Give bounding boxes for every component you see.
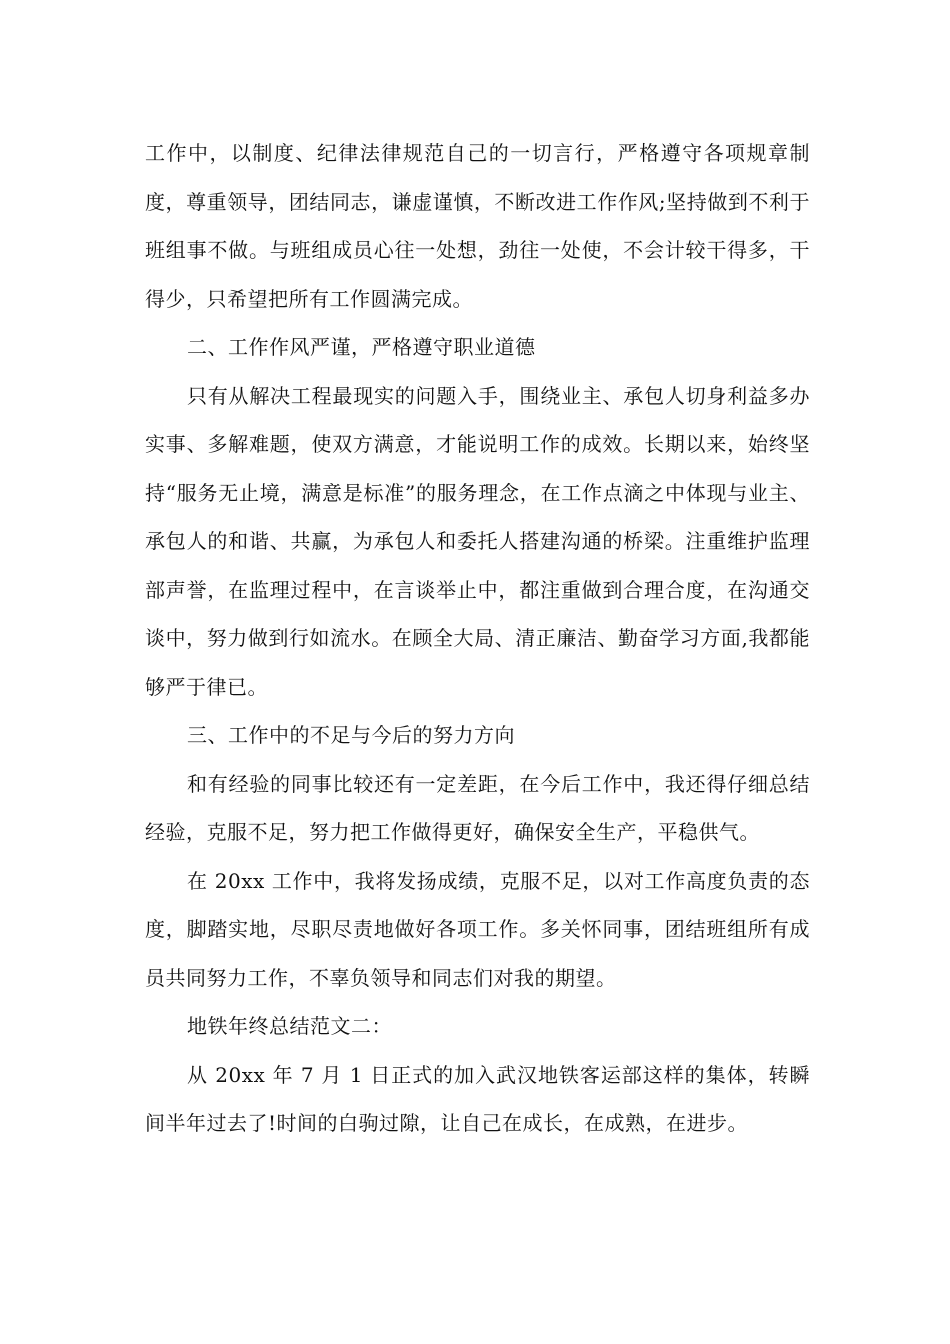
paragraph-section-3: 和有经验的同事比较还有一定差距，在今后工作中，我还得仔细总结经验，克服不足，努力把工作做得更好，确保安全生产，平稳供气。 <box>145 771 810 844</box>
subtitle-sample-two: 地铁年终总结范文二： <box>187 1014 392 1038</box>
paragraph-section-2: 只有从解决工程最现实的问题入手，围绕业主、承包人切身利益多办实事、多解难题，使双方满意，才能说明工作的成效。长期以来，始终坚持“服务无止境，满意是标准”的服务理念，在工作点滴之中体现与业主、承包人的和谐、共赢，为承包人和委托人搭建沟通的桥梁。注重维护监理部声誉，在监理过程中，在言谈举止中，都注重做到合理合度，在沟通交谈中，努力做到行如流水。在顾全大局、清正廉洁、勤奋学习方面,我都能够严于律已。 <box>145 383 810 699</box>
paragraph-sample-two-intro: 从 20xx 年 7 月 1 日正式的加入武汉地铁客运部这样的集体，转瞬间半年过去了!时间的白驹过隙，让自己在成长，在成熟，在进步。 <box>145 1062 810 1135</box>
paragraph-continuation: 工作中，以制度、纪律法律规范自己的一切言行，严格遵守各项规章制度，尊重领导，团结同志，谦虚谨慎，不断改进工作作风;坚持做到不利于班组事不做。与班组成员心往一处想，劲往一处使，不会计较干得多，干得少，只希望把所有工作圆满完成。 <box>145 141 810 311</box>
paragraph-plan: 在 20xx 工作中，我将发扬成绩，克服不足，以对工作高度负责的态度，脚踏实地，尽职尽责地做好各项工作。多关怀同事，团结班组所有成员共同努力工作，不辜负领导和同志们对我的期望。 <box>145 868 810 990</box>
section-heading-3: 三、工作中的不足与今后的努力方向 <box>187 723 515 747</box>
section-heading-2: 二、工作作风严谨，严格遵守职业道德 <box>187 335 536 359</box>
document-body <box>145 129 810 1148</box>
